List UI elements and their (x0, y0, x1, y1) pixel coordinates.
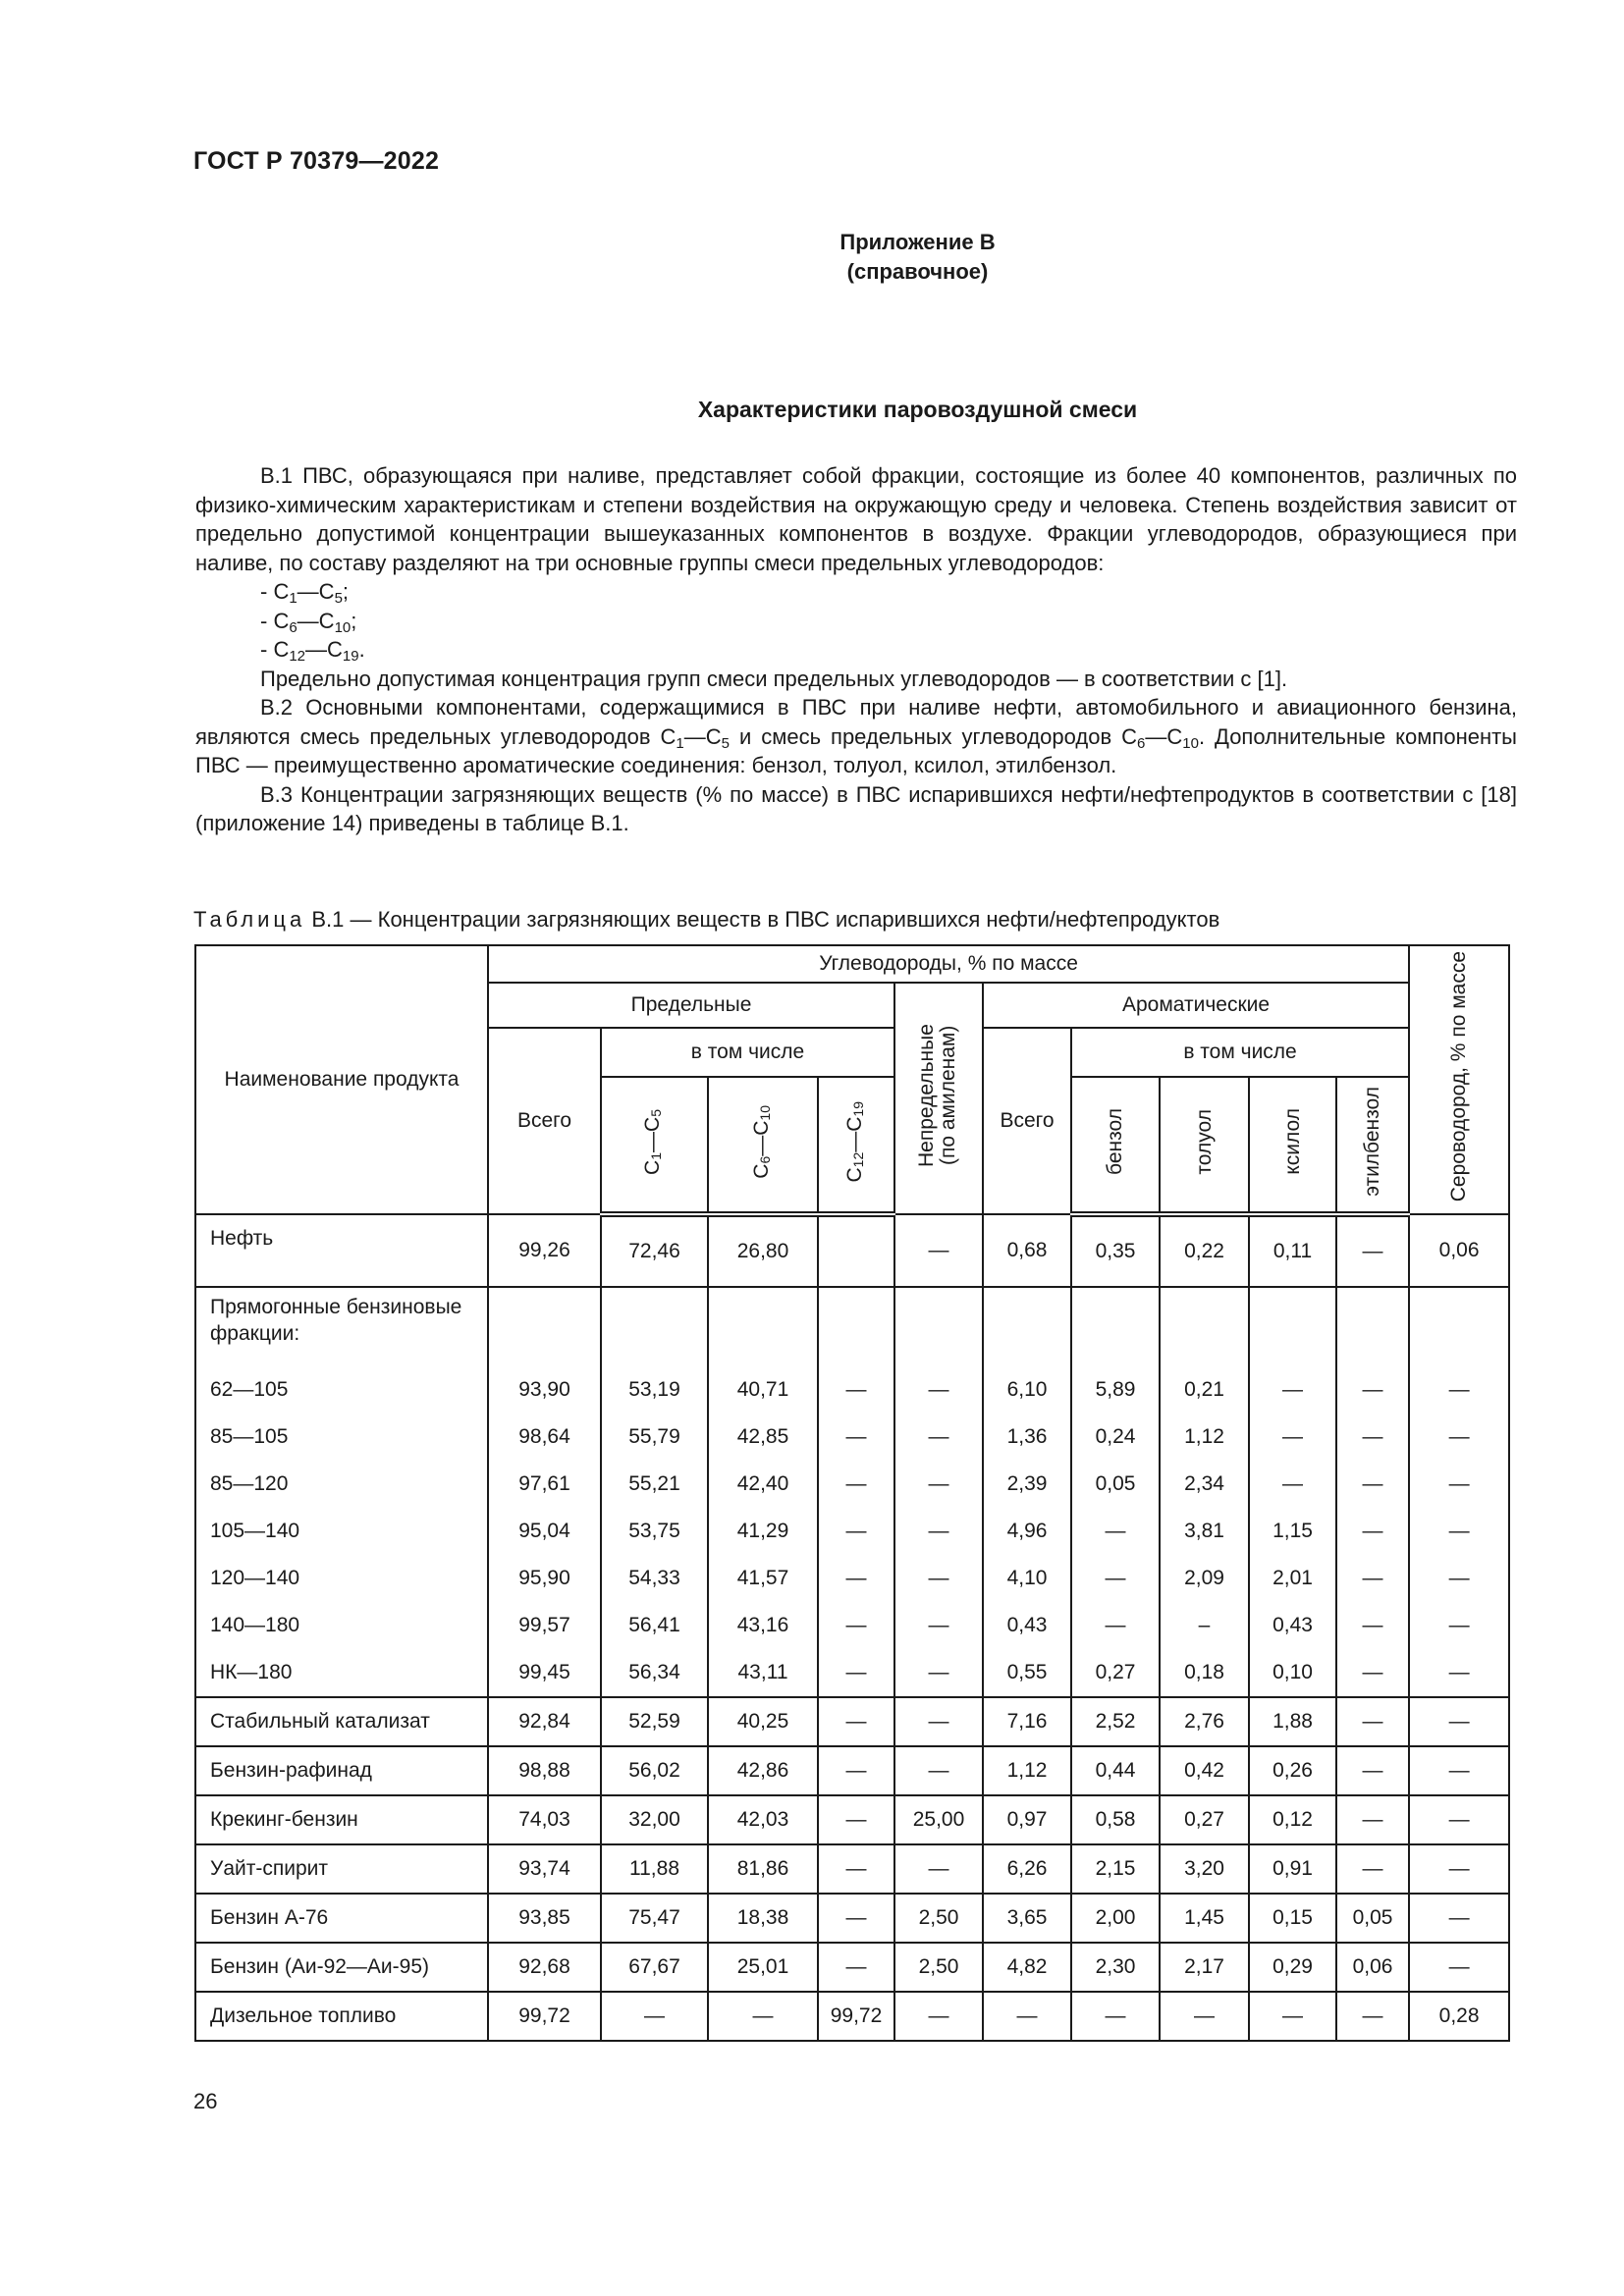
header-toluene: толуол (1160, 1077, 1249, 1214)
header-product-name: Наименование продукта (195, 945, 488, 1214)
header-c1-c5: $C_1—C_5$ (601, 1077, 708, 1214)
table-row: 85—105 98,64 55,79 42,85 — — 1,36 0,24 1,12 — — — (195, 1414, 1509, 1461)
header-aromatic: Ароматические (983, 983, 1409, 1028)
straight-run-fractions-group (195, 1287, 1509, 1697)
table-caption-text: В.1 — Концентрации загрязняющих веществ в ПВС испарившихся нефти/нефтепродуктов (305, 907, 1220, 932)
list-item: - $C_1—C_5$; (260, 579, 350, 607)
paragraph-b1: В.1 ПВС, образующаяся при наливе, представляет собой фракции, состоящие из более 40 компонентов, различных по физико-химическим характеристикам и степени воздействия на окружающую среду и человека. Степень воздействия зависит от предельно допустимой концентрации вышеуказанных компонентов в воздухе. Фракции углеводородов, образующиеся при наливе, по составу разделяют на три основные группы смеси предельных углеводородов: (195, 463, 1517, 575)
table-row: Бензин (Аи-92—Аи-95) 92,68 67,67 25,01 — 2,50 4,82 2,30 2,17 0,29 0,06 — (195, 1943, 1509, 1992)
table-row: Нефть 99,26 72,46 26,80 — 0,68 0,35 0,22 0,11 — 0,06 (195, 1214, 1509, 1287)
header-benzene: бензол (1071, 1077, 1160, 1214)
annex-heading (0, 228, 1624, 287)
header-aromatic-including: в том числе (1071, 1028, 1409, 1077)
concentrations-table (194, 944, 1510, 2042)
table-caption (193, 907, 1219, 933)
paragraph-mpc: Предельно допустимая концентрация групп смеси предельных углеводородов — в соответствии с [1]. (260, 666, 1288, 691)
table-row: Бензин-рафинад 98,88 56,02 42,86 — — 1,12 0,44 0,42 0,26 — — (195, 1746, 1509, 1795)
header-hydrocarbons: Углеводороды, % по массе (488, 945, 1409, 983)
table-row: 62—105 93,90 53,19 40,71 — — 6,10 5,89 0,21 — — — (195, 1366, 1509, 1414)
header-saturated: Предельные (488, 983, 894, 1028)
table-row: НК—180 99,45 56,34 43,11 — — 0,55 0,27 0,18 0,10 — — (195, 1649, 1509, 1697)
header-c12-c19: $C_{12}—C_{19}$ (818, 1077, 894, 1214)
table-row: Крекинг-бензин 74,03 32,00 42,03 — 25,00 0,97 0,58 0,27 0,12 — — (195, 1795, 1509, 1844)
header-saturated-including: в том числе (601, 1028, 894, 1077)
table-row: 140—180 99,57 56,41 43,16 — — 0,43 — – 0,43 — — (195, 1602, 1509, 1649)
header-xylene: ксилол (1249, 1077, 1336, 1214)
table-row: Уайт-спирит 93,74 11,88 81,86 — — 6,26 2,15 3,20 0,91 — — (195, 1844, 1509, 1894)
header-c6-c10: $C_6—C_{10}$ (708, 1077, 818, 1214)
header-aromatic-total: Всего (983, 1028, 1071, 1214)
header-unsaturated: Непредельные (по амиленам) (894, 983, 983, 1214)
body-text (195, 461, 1517, 838)
annex-type: (справочное) (846, 259, 989, 284)
document-code: ГОСТ Р 70379—2022 (193, 147, 440, 175)
table-row: Прямогонные бензиновые фракции: (195, 1287, 1509, 1366)
table-row: 105—140 95,04 53,75 41,29 — — 4,96 — 3,81 1,15 — — (195, 1508, 1509, 1555)
table-row: 120—140 95,90 54,33 41,57 — — 4,10 — 2,09 2,01 — — (195, 1555, 1509, 1602)
list-item: - $C_6—C_{10}$; (260, 608, 357, 636)
header-ethylbenzene: этилбензол (1336, 1077, 1409, 1214)
table-row: Дизельное топливо 99,72 — — 99,72 — — — — — — 0,28 (195, 1992, 1509, 2041)
header-saturated-total: Всего (488, 1028, 601, 1214)
annex-title: Приложение В (839, 230, 996, 254)
list-item: - $C_{12}—C_{19}$. (260, 637, 365, 665)
header-h2s: Сероводород, % по массе (1409, 945, 1509, 1214)
table-row: Стабильный катализат 92,84 52,59 40,25 — — 7,16 2,52 2,76 1,88 — — (195, 1697, 1509, 1746)
section-title-text: Характеристики паровоздушной смеси (697, 397, 1138, 422)
paragraph-b3: В.3 Концентрации загрязняющих веществ (% по массе) в ПВС испарившихся нефти/нефтепродуктов в соответствии с [18] (приложение 14) приведены в таблице В.1. (195, 781, 1517, 835)
page-number: 26 (193, 2089, 218, 2113)
table-row: 85—120 97,61 55,21 42,40 — — 2,39 0,05 2,34 — — — (195, 1461, 1509, 1508)
table-row: Бензин А-76 93,85 75,47 18,38 — 2,50 3,65 2,00 1,45 0,15 0,05 — (195, 1894, 1509, 1943)
paragraph-b2: В.2 Основными компонентами, содержащимися в ПВС при наливе нефти, автомобильного и авиационного бензина, являются смесь предельных углеводородов $C_1—C_5$ и смесь предельных углеводородов $C_6—C_{10}$. Дополнительные компоненты ПВС — преимущественно ароматические соединения: бензол, толуол, ксилол, этилбензол. (195, 695, 1517, 777)
table-caption-label: Таблица (193, 907, 306, 932)
section-title (0, 397, 1624, 423)
